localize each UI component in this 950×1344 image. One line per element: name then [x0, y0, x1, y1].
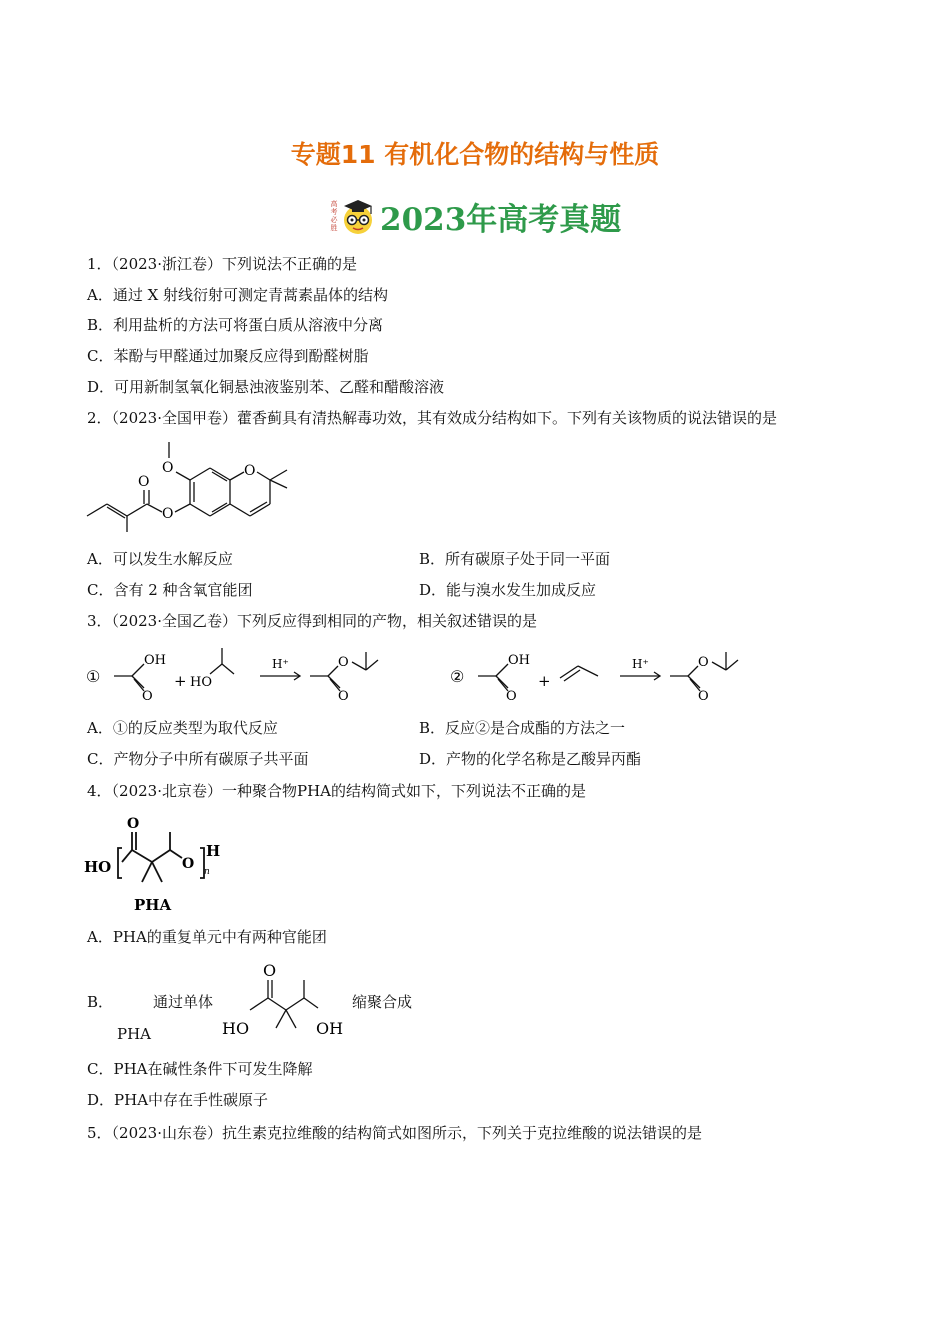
acid-carbonyl-label: O: [506, 689, 517, 704]
q3-option-a: A．①的反应类型为取代反应: [87, 719, 278, 737]
monomer-acid-hydroxyl-label: HO: [222, 1019, 250, 1038]
question-text: （2023·浙江卷）下列说法不正确的是: [111, 255, 357, 273]
repeat-count-label: n: [204, 867, 210, 877]
q4-option-b-pha: PHA: [117, 1025, 152, 1043]
q4-option-b-mid: 通过单体: [153, 993, 214, 1011]
catalyst-label: H⁺: [632, 657, 649, 671]
question-number: 3．: [87, 612, 112, 630]
monomer-alcohol-hydroxyl-label: OH: [316, 1019, 344, 1038]
hydrogen-end-label: H: [206, 842, 221, 860]
ester-oxygen-label: O: [338, 655, 349, 670]
question-number: 5．: [87, 1124, 112, 1142]
q1-option-c: C．苯酚与甲醛通过加聚反应得到酚醛树脂: [87, 347, 369, 365]
acid-carbonyl-label: O: [142, 689, 153, 704]
q4-option-b-prefix: B．: [87, 993, 114, 1011]
ring-oxygen-label: O: [244, 463, 256, 479]
q2-option-a: A．可以发生水解反应: [87, 550, 233, 568]
q2-option-b: B．所有碳原子处于同一平面: [419, 550, 611, 568]
alcohol-hydroxyl-label: HO: [190, 675, 212, 690]
q2-option-c: C．含有 2 种含氧官能团: [87, 581, 253, 599]
ester-oxygen-label: O: [698, 655, 709, 670]
exam-banner: [330, 192, 621, 240]
banner-subtitle: 高考必胜: [330, 200, 338, 232]
pha-caption: PHA: [134, 896, 172, 914]
page-title: 专题11 有机化合物的结构与性质: [290, 140, 660, 169]
q3-option-b: B．反应②是合成酯的方法之一: [419, 719, 626, 737]
q3-option-d: D．产物的化学名称是乙酸异丙酯: [419, 750, 642, 768]
q1-option-a: A．通过 X 射线衍射可测定青蒿素晶体的结构: [87, 286, 389, 304]
question-number: 2．: [87, 409, 112, 427]
question-number: 4．: [87, 782, 112, 800]
q1-option-d: D．可用新制氢氧化铜悬浊液鉴别苯、乙醛和醋酸溶液: [87, 378, 445, 396]
acid-hydroxyl-label: OH: [508, 653, 530, 668]
question-text: （2023·全国乙卷）下列反应得到相同的产物，相关叙述错误的是: [111, 612, 537, 630]
hydroxyl-end-label: HO: [84, 858, 112, 876]
question-text: （2023·全国甲卷）藿香蓟具有清热解毒功效，其有效成分结构如下。下列有关该物质的说法错误的是: [111, 409, 777, 427]
graduate-mascot-icon: [340, 196, 376, 236]
plus-sign: +: [174, 672, 187, 690]
carbonyl-oxygen-label: O: [127, 816, 140, 832]
reaction-2-marker: ②: [450, 667, 465, 686]
question-number: 1．: [87, 255, 112, 273]
question-text: （2023·北京卷）一种聚合物PHA的结构简式如下，下列说法不正确的是: [111, 782, 586, 800]
acid-hydroxyl-label: OH: [144, 653, 166, 668]
carbonyl-oxygen-label: O: [138, 474, 150, 490]
monomer-carbonyl-oxygen-label: O: [263, 961, 277, 980]
q4-option-a: A．PHA的重复单元中有两种官能团: [87, 928, 327, 946]
question-4-stem: [87, 782, 586, 800]
banner-title: 2023年高考真题: [380, 201, 622, 238]
q4-option-b-end: 缩聚合成: [352, 993, 413, 1011]
q4-option-c: C．PHA在碱性条件下可发生降解: [87, 1060, 313, 1078]
question-3-stem: [87, 612, 537, 630]
q2-option-d: D．能与溴水发生加成反应: [419, 581, 597, 599]
ester-carbonyl-label: O: [698, 689, 709, 704]
pha-structure-diagram: [82, 812, 242, 916]
ester-carbonyl-label: O: [338, 689, 349, 704]
reaction-1-marker: ①: [86, 667, 101, 686]
plus-sign: +: [538, 672, 551, 690]
question-1-stem: [87, 255, 357, 273]
catalyst-label: H⁺: [272, 657, 289, 671]
q3-option-c: C．产物分子中所有碳原子共平面: [87, 750, 309, 768]
ester-oxygen-label: O: [162, 506, 174, 522]
question-text: （2023·山东卷）抗生素克拉维酸的结构简式如图所示，下列关于克拉维酸的说法错误的是: [111, 1124, 702, 1142]
q2-structure-diagram: [82, 430, 302, 542]
monomer-structure-diagram: [220, 960, 350, 1040]
ether-oxygen-label: O: [182, 856, 195, 872]
q1-option-b: B．利用盐析的方法可将蛋白质从溶液中分离: [87, 316, 384, 334]
q4-option-d: D．PHA中存在手性碳原子: [87, 1091, 269, 1109]
methoxy-oxygen-label: O: [162, 460, 174, 476]
q3-reaction-diagram: [82, 640, 782, 704]
question-2-stem: [87, 409, 777, 427]
question-5-stem: [87, 1124, 702, 1142]
